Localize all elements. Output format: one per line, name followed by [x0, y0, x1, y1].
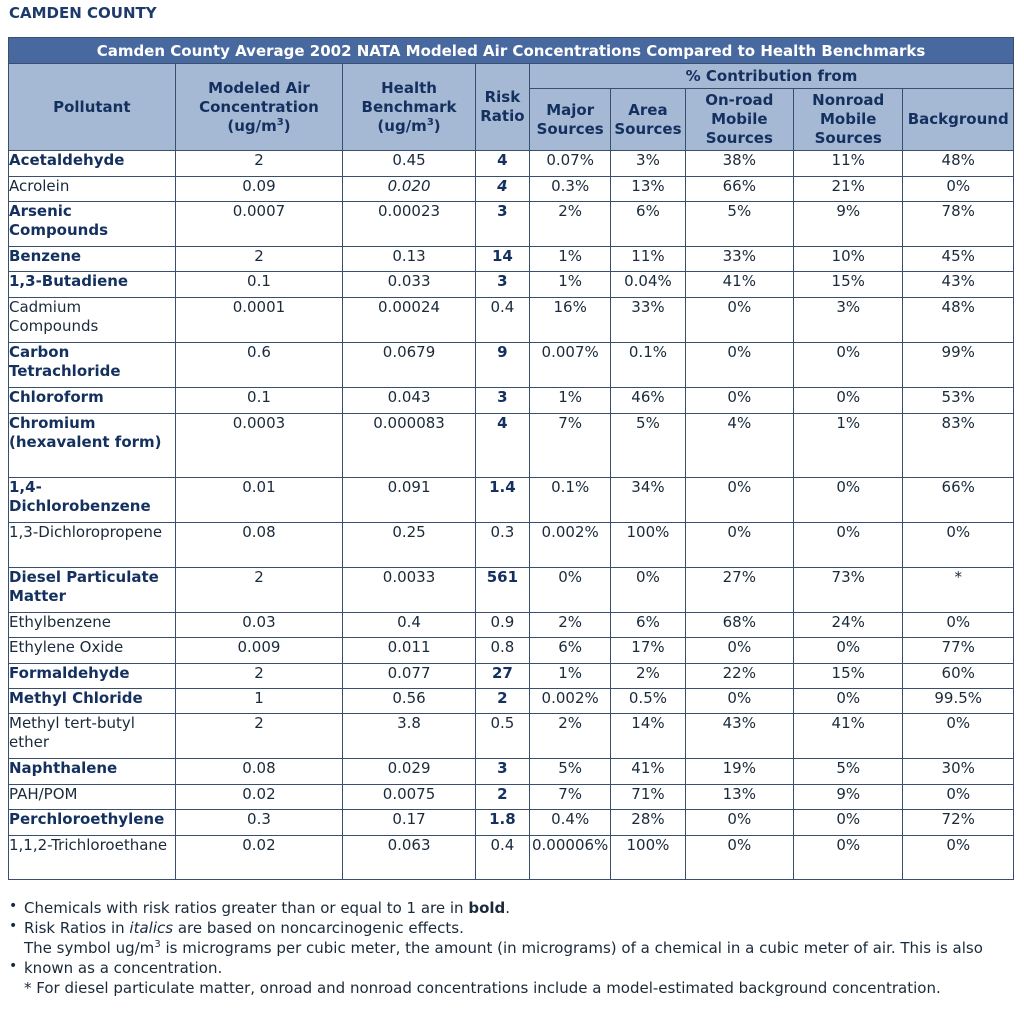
- header-benchmark-unit-suffix: ): [433, 116, 441, 135]
- major-sources-pct: 0.07%: [530, 151, 611, 177]
- area-sources-pct: 14%: [611, 714, 685, 759]
- health-benchmark: 0.45: [343, 151, 476, 177]
- table-row: [9, 388, 1014, 414]
- major-sources-pct: 0%: [530, 568, 611, 613]
- nonroad-mobile-pct: 15%: [794, 272, 903, 298]
- table-row: [9, 177, 1014, 202]
- header-modeled-unit-prefix: (ug/m: [227, 116, 277, 135]
- header-benchmark-line1: Health: [381, 78, 437, 97]
- onroad-mobile-pct: 41%: [685, 272, 793, 298]
- header-modeled-line2: Concentration: [199, 97, 319, 116]
- health-benchmark: 0.25: [343, 523, 476, 568]
- bullet-icon: •: [9, 958, 18, 974]
- onroad-mobile-pct: 13%: [685, 785, 793, 810]
- onroad-mobile-pct: 0%: [685, 298, 793, 343]
- area-sources-pct: 0.5%: [611, 689, 685, 714]
- background-pct: 0%: [903, 836, 1014, 880]
- background-pct: 78%: [903, 202, 1014, 247]
- table-row: [9, 478, 1014, 523]
- health-benchmark: 0.020: [343, 177, 476, 202]
- background-pct: *: [903, 568, 1014, 613]
- risk-ratio: 9: [475, 343, 529, 388]
- major-sources-pct: 2%: [530, 613, 611, 638]
- header-onroad-line2: Mobile: [711, 110, 768, 128]
- nonroad-mobile-pct: 3%: [794, 298, 903, 343]
- area-sources-pct: 0.04%: [611, 272, 685, 298]
- area-sources-pct: 100%: [611, 836, 685, 880]
- modeled-concentration: 0.09: [175, 177, 343, 202]
- footnote-italics-pre: Risk Ratios in: [24, 919, 130, 937]
- background-pct: 83%: [903, 414, 1014, 478]
- health-benchmark: 0.0075: [343, 785, 476, 810]
- area-sources-pct: 17%: [611, 638, 685, 664]
- major-sources-pct: 0.3%: [530, 177, 611, 202]
- footnote-diesel: [8, 978, 1018, 998]
- health-benchmark: 0.0679: [343, 343, 476, 388]
- background-pct: 77%: [903, 638, 1014, 664]
- bullet-icon: •: [9, 898, 18, 914]
- pollutant-name: Ethylbenzene: [9, 613, 176, 638]
- risk-ratio: 0.4: [475, 298, 529, 343]
- health-benchmark: 0.043: [343, 388, 476, 414]
- nata-table: [8, 37, 1014, 880]
- header-area-line1: Area: [628, 100, 668, 119]
- area-sources-pct: 2%: [611, 664, 685, 689]
- onroad-mobile-pct: 22%: [685, 664, 793, 689]
- header-risk-line2: Ratio: [480, 107, 525, 125]
- modeled-concentration: 0.0007: [175, 202, 343, 247]
- major-sources-pct: 1%: [530, 388, 611, 414]
- background-pct: 66%: [903, 478, 1014, 523]
- major-sources-pct: 0.002%: [530, 689, 611, 714]
- health-benchmark: 0.17: [343, 810, 476, 836]
- major-sources-pct: 1%: [530, 272, 611, 298]
- modeled-concentration: 0.1: [175, 388, 343, 414]
- risk-ratio: 0.9: [475, 613, 529, 638]
- risk-ratio: 27: [475, 664, 529, 689]
- health-benchmark: 0.077: [343, 664, 476, 689]
- footnote-units-sup: 3: [154, 939, 161, 950]
- table-row: [9, 343, 1014, 388]
- onroad-mobile-pct: 38%: [685, 151, 793, 177]
- footnote-units-post: is micrograms per cubic meter, the amount (in micrograms) of a chemical in a cubic meter of air. This is also known as a concentration.: [24, 939, 983, 977]
- pollutant-name: Benzene: [9, 247, 176, 272]
- modeled-concentration: 0.1: [175, 272, 343, 298]
- area-sources-pct: 13%: [611, 177, 685, 202]
- pollutant-name: Methyl Chloride: [9, 689, 176, 714]
- major-sources-pct: 2%: [530, 714, 611, 759]
- area-sources-pct: 11%: [611, 247, 685, 272]
- background-pct: 30%: [903, 759, 1014, 785]
- pollutant-name: 1,1,2-Trichloroethane: [9, 836, 176, 880]
- onroad-mobile-pct: 27%: [685, 568, 793, 613]
- header-nonroad-line1: Nonroad: [812, 91, 885, 109]
- pollutant-name: Acrolein: [9, 177, 176, 202]
- risk-ratio: 4: [475, 177, 529, 202]
- nonroad-mobile-pct: 24%: [794, 613, 903, 638]
- onroad-mobile-pct: 0%: [685, 810, 793, 836]
- onroad-mobile-pct: 0%: [685, 478, 793, 523]
- table-row: [9, 523, 1014, 568]
- major-sources-pct: 5%: [530, 759, 611, 785]
- table-row: [9, 714, 1014, 759]
- footnote-bold-post: .: [505, 899, 511, 917]
- modeled-concentration: 0.03: [175, 613, 343, 638]
- health-benchmark: 0.0033: [343, 568, 476, 613]
- table-row: [9, 759, 1014, 785]
- footnote-italics: [8, 918, 1018, 938]
- modeled-concentration: 2: [175, 664, 343, 689]
- nonroad-mobile-pct: 15%: [794, 664, 903, 689]
- risk-ratio: 3: [475, 388, 529, 414]
- table-row: [9, 247, 1014, 272]
- modeled-concentration: 1: [175, 689, 343, 714]
- risk-ratio: 2: [475, 785, 529, 810]
- health-benchmark: 0.4: [343, 613, 476, 638]
- header-area-line2: Sources: [614, 119, 682, 138]
- major-sources-pct: 1%: [530, 247, 611, 272]
- risk-ratio: 3: [475, 272, 529, 298]
- modeled-concentration: 2: [175, 568, 343, 613]
- modeled-concentration: 0.3: [175, 810, 343, 836]
- risk-ratio: 1.4: [475, 478, 529, 523]
- table-row: [9, 664, 1014, 689]
- header-benchmark-unit-prefix: (ug/m: [377, 116, 427, 135]
- nonroad-mobile-pct: 0%: [794, 388, 903, 414]
- risk-ratio: 4: [475, 414, 529, 478]
- background-pct: 53%: [903, 388, 1014, 414]
- header-modeled-line1: Modeled Air: [208, 78, 310, 97]
- nonroad-mobile-pct: 41%: [794, 714, 903, 759]
- background-pct: 48%: [903, 151, 1014, 177]
- modeled-concentration: 0.01: [175, 478, 343, 523]
- header-nonroad-line3: Sources: [814, 129, 882, 147]
- area-sources-pct: 34%: [611, 478, 685, 523]
- area-sources-pct: 6%: [611, 202, 685, 247]
- background-pct: 72%: [903, 810, 1014, 836]
- nonroad-mobile-pct: 10%: [794, 247, 903, 272]
- modeled-concentration: 0.02: [175, 836, 343, 880]
- area-sources-pct: 33%: [611, 298, 685, 343]
- table-row: [9, 202, 1014, 247]
- major-sources-pct: 0.007%: [530, 343, 611, 388]
- major-sources-pct: 0.4%: [530, 810, 611, 836]
- pollutant-name: Chloroform: [9, 388, 176, 414]
- background-pct: 48%: [903, 298, 1014, 343]
- footnote-italics-post: are based on noncarcinogenic effects.: [173, 919, 464, 937]
- background-pct: 0%: [903, 785, 1014, 810]
- risk-ratio: 0.5: [475, 714, 529, 759]
- pollutant-name: Formaldehyde: [9, 664, 176, 689]
- onroad-mobile-pct: 4%: [685, 414, 793, 478]
- header-risk-line1: Risk: [484, 88, 521, 106]
- pollutant-name: Chromium (hexavalent form): [9, 414, 176, 478]
- health-benchmark: 0.000083: [343, 414, 476, 478]
- footnote-units-pre: The symbol ug/m: [24, 939, 155, 957]
- background-pct: 99.5%: [903, 689, 1014, 714]
- header-major-line2: Sources: [536, 119, 604, 138]
- risk-ratio: 0.4: [475, 836, 529, 880]
- nonroad-mobile-pct: 5%: [794, 759, 903, 785]
- nonroad-mobile-pct: 1%: [794, 414, 903, 478]
- table-row: [9, 414, 1014, 478]
- pollutant-name: Cadmium Compounds: [9, 298, 176, 343]
- pollutant-name: Naphthalene: [9, 759, 176, 785]
- pollutant-name: Carbon Tetrachloride: [9, 343, 176, 388]
- nonroad-mobile-pct: 0%: [794, 343, 903, 388]
- area-sources-pct: 3%: [611, 151, 685, 177]
- nonroad-mobile-pct: 0%: [794, 638, 903, 664]
- nonroad-mobile-pct: 9%: [794, 202, 903, 247]
- modeled-concentration: 0.6: [175, 343, 343, 388]
- onroad-mobile-pct: 5%: [685, 202, 793, 247]
- pollutant-name: 1,3-Dichloropropene: [9, 523, 176, 568]
- nonroad-mobile-pct: 73%: [794, 568, 903, 613]
- modeled-concentration: 2: [175, 151, 343, 177]
- pollutant-name: 1,4-Dichlorobenzene: [9, 478, 176, 523]
- footnote-italics-word: italics: [129, 919, 174, 937]
- modeled-concentration: 2: [175, 714, 343, 759]
- risk-ratio: 0.8: [475, 638, 529, 664]
- risk-ratio: 4: [475, 151, 529, 177]
- county-title: CAMDEN COUNTY: [9, 4, 157, 22]
- table-row: [9, 568, 1014, 613]
- header-major-sources: [530, 89, 611, 151]
- health-benchmark: 0.091: [343, 478, 476, 523]
- background-pct: 45%: [903, 247, 1014, 272]
- header-nonroad-mobile: [794, 89, 903, 151]
- pollutant-name: Diesel Particulate Matter: [9, 568, 176, 613]
- header-pollutant: Pollutant: [9, 64, 176, 151]
- onroad-mobile-pct: 0%: [685, 388, 793, 414]
- bullet-icon: •: [9, 918, 18, 934]
- table-row: [9, 785, 1014, 810]
- background-pct: 60%: [903, 664, 1014, 689]
- health-benchmark: 0.00024: [343, 298, 476, 343]
- major-sources-pct: 1%: [530, 664, 611, 689]
- onroad-mobile-pct: 0%: [685, 523, 793, 568]
- header-major-line1: Major: [546, 100, 595, 119]
- major-sources-pct: 0.00006%: [530, 836, 611, 880]
- nonroad-mobile-pct: 0%: [794, 523, 903, 568]
- pollutant-name: Perchloroethylene: [9, 810, 176, 836]
- area-sources-pct: 46%: [611, 388, 685, 414]
- risk-ratio: 561: [475, 568, 529, 613]
- table-row: [9, 638, 1014, 664]
- modeled-concentration: 0.0001: [175, 298, 343, 343]
- header-onroad-line1: On-road: [705, 91, 774, 109]
- major-sources-pct: 7%: [530, 414, 611, 478]
- nonroad-mobile-pct: 0%: [794, 836, 903, 880]
- footnotes: [8, 898, 1018, 998]
- header-onroad-line3: Sources: [705, 129, 773, 147]
- table-row: [9, 836, 1014, 880]
- area-sources-pct: 0.1%: [611, 343, 685, 388]
- header-area-sources: [611, 89, 685, 151]
- footnote-bold-pre: Chemicals with risk ratios greater than or equal to 1 are in: [24, 899, 469, 917]
- modeled-concentration: 0.009: [175, 638, 343, 664]
- modeled-concentration: 0.02: [175, 785, 343, 810]
- footnote-units: [8, 938, 1018, 978]
- pollutant-name: Methyl tert-butyl ether: [9, 714, 176, 759]
- nonroad-mobile-pct: 9%: [794, 785, 903, 810]
- pollutant-name: Arsenic Compounds: [9, 202, 176, 247]
- major-sources-pct: 6%: [530, 638, 611, 664]
- risk-ratio: 1.8: [475, 810, 529, 836]
- pollutant-name: Acetaldehyde: [9, 151, 176, 177]
- footnote-diesel-text: * For diesel particulate matter, onroad and nonroad concentrations include a model-estimated background concentration.: [24, 979, 941, 997]
- modeled-concentration: 2: [175, 247, 343, 272]
- risk-ratio: 3: [475, 759, 529, 785]
- onroad-mobile-pct: 43%: [685, 714, 793, 759]
- risk-ratio: 14: [475, 247, 529, 272]
- onroad-mobile-pct: 19%: [685, 759, 793, 785]
- table-caption: Camden County Average 2002 NATA Modeled Air Concentrations Compared to Health Benchmarks: [9, 38, 1014, 64]
- onroad-mobile-pct: 68%: [685, 613, 793, 638]
- header-contribution-group: % Contribution from: [530, 64, 1014, 89]
- header-health-benchmark: [343, 64, 476, 151]
- area-sources-pct: 5%: [611, 414, 685, 478]
- onroad-mobile-pct: 0%: [685, 836, 793, 880]
- header-background: Background: [903, 89, 1014, 151]
- table-row: [9, 613, 1014, 638]
- nonroad-mobile-pct: 11%: [794, 151, 903, 177]
- nonroad-mobile-pct: 21%: [794, 177, 903, 202]
- header-risk-ratio: [475, 64, 529, 151]
- health-benchmark: 0.00023: [343, 202, 476, 247]
- health-benchmark: 0.063: [343, 836, 476, 880]
- table-row: [9, 298, 1014, 343]
- background-pct: 0%: [903, 613, 1014, 638]
- health-benchmark: 0.011: [343, 638, 476, 664]
- major-sources-pct: 0.1%: [530, 478, 611, 523]
- modeled-concentration: 0.08: [175, 759, 343, 785]
- nonroad-mobile-pct: 0%: [794, 689, 903, 714]
- area-sources-pct: 28%: [611, 810, 685, 836]
- major-sources-pct: 0.002%: [530, 523, 611, 568]
- area-sources-pct: 6%: [611, 613, 685, 638]
- background-pct: 43%: [903, 272, 1014, 298]
- risk-ratio: 3: [475, 202, 529, 247]
- onroad-mobile-pct: 0%: [685, 638, 793, 664]
- modeled-concentration: 0.08: [175, 523, 343, 568]
- table-row: [9, 151, 1014, 177]
- major-sources-pct: 2%: [530, 202, 611, 247]
- risk-ratio: 0.3: [475, 523, 529, 568]
- onroad-mobile-pct: 0%: [685, 689, 793, 714]
- background-pct: 0%: [903, 714, 1014, 759]
- area-sources-pct: 100%: [611, 523, 685, 568]
- major-sources-pct: 16%: [530, 298, 611, 343]
- table-row: [9, 689, 1014, 714]
- onroad-mobile-pct: 66%: [685, 177, 793, 202]
- area-sources-pct: 41%: [611, 759, 685, 785]
- background-pct: 99%: [903, 343, 1014, 388]
- footnote-bold: [8, 898, 1018, 918]
- risk-ratio: 2: [475, 689, 529, 714]
- pollutant-name: PAH/POM: [9, 785, 176, 810]
- header-modeled-unit-suffix: ): [283, 116, 291, 135]
- major-sources-pct: 7%: [530, 785, 611, 810]
- nonroad-mobile-pct: 0%: [794, 810, 903, 836]
- health-benchmark: 0.033: [343, 272, 476, 298]
- nonroad-mobile-pct: 0%: [794, 478, 903, 523]
- area-sources-pct: 0%: [611, 568, 685, 613]
- header-benchmark-line2: Benchmark: [361, 97, 457, 116]
- health-benchmark: 0.56: [343, 689, 476, 714]
- background-pct: 0%: [903, 177, 1014, 202]
- pollutant-name: 1,3-Butadiene: [9, 272, 176, 298]
- footnote-bold-word: bold: [468, 899, 506, 917]
- header-benchmark-unit-sup: 3: [426, 116, 434, 128]
- header-nonroad-line2: Mobile: [820, 110, 877, 128]
- header-modeled-unit-sup: 3: [276, 116, 284, 128]
- onroad-mobile-pct: 0%: [685, 343, 793, 388]
- health-benchmark: 0.029: [343, 759, 476, 785]
- health-benchmark: 3.8: [343, 714, 476, 759]
- header-onroad-mobile: [685, 89, 793, 151]
- modeled-concentration: 0.0003: [175, 414, 343, 478]
- health-benchmark: 0.13: [343, 247, 476, 272]
- table-row: [9, 272, 1014, 298]
- header-modeled-concentration: [175, 64, 343, 151]
- area-sources-pct: 71%: [611, 785, 685, 810]
- table-row: [9, 810, 1014, 836]
- background-pct: 0%: [903, 523, 1014, 568]
- pollutant-name: Ethylene Oxide: [9, 638, 176, 664]
- onroad-mobile-pct: 33%: [685, 247, 793, 272]
